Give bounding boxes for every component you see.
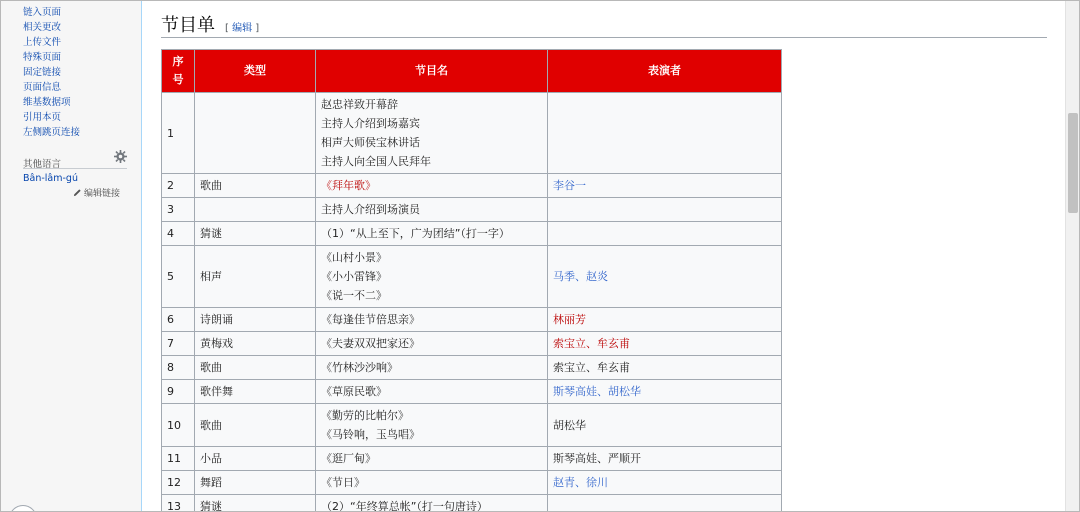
cell-type: 猜谜 (195, 222, 316, 246)
scrollbar-thumb[interactable] (1068, 113, 1078, 213)
cell-no: 7 (162, 332, 195, 356)
header-program: 节目名 (316, 50, 548, 93)
pencil-icon (73, 188, 82, 197)
performer-link: 胡松华 (553, 418, 586, 432)
program-name: （1）“从上至下，广为团结”（打一字） (321, 227, 510, 240)
header-no: 序号 (162, 50, 195, 93)
sidebar-tool-link[interactable]: 页面信息 (23, 82, 62, 93)
table-row (162, 404, 782, 447)
other-languages-header (23, 152, 127, 169)
cell-program (316, 356, 548, 380)
cell-program (316, 332, 548, 356)
cell-no: 6 (162, 308, 195, 332)
edit-section-link[interactable]: 编辑 (232, 23, 253, 34)
sidebar-tool-link[interactable]: 引用本页 (23, 112, 62, 123)
program-table (161, 49, 782, 512)
cell-performers (548, 356, 782, 380)
sidebar-tool-link[interactable]: 特殊页面 (23, 52, 62, 63)
program-name: 相声大师侯宝林讲话 (321, 136, 420, 149)
cell-type: 舞蹈 (195, 471, 316, 495)
performer-link[interactable]: 赵青、徐川 (553, 476, 608, 489)
program-name: 《草原民歌》 (321, 385, 387, 398)
performer-link[interactable]: 马季、赵炎 (553, 270, 608, 283)
vertical-scrollbar[interactable] (1065, 1, 1079, 512)
performer-link[interactable]: 斯琴高娃、胡松华 (553, 385, 641, 398)
section-title: 节目单 (161, 15, 215, 36)
edit-links-button[interactable] (73, 186, 120, 199)
cell-type: 相声 (195, 246, 316, 308)
cell-type: 小品 (195, 447, 316, 471)
main-content (141, 1, 1067, 512)
program-name: 主持人向全国人民拜年 (321, 155, 431, 168)
header-performers: 表演者 (548, 50, 782, 93)
performer-link: 斯琴高娃、严顺开 (553, 452, 641, 465)
other-languages-title: 其他语言 (23, 159, 62, 170)
table-row (162, 246, 782, 308)
program-name: 《节日》 (321, 476, 365, 489)
performer-link[interactable]: 林丽芳 (553, 313, 586, 326)
program-name: 主持人介绍到场嘉宾 (321, 117, 420, 130)
cell-performers (548, 198, 782, 222)
cell-type (195, 93, 316, 174)
program-name: （2）“年终算总帐”（打一句唐诗） (321, 500, 488, 512)
cell-no: 10 (162, 404, 195, 447)
table-row (162, 198, 782, 222)
sidebar (1, 1, 141, 512)
cell-performers (548, 308, 782, 332)
table-row (162, 93, 782, 174)
cell-performers (548, 222, 782, 246)
program-name: 《马铃响，玉鸟唱》 (321, 428, 420, 441)
cell-program (316, 471, 548, 495)
sidebar-tool-link[interactable]: 固定链接 (23, 67, 62, 78)
cell-performers (548, 404, 782, 447)
sidebar-tool-link[interactable]: 左侧跳页连接 (23, 127, 81, 138)
table-row (162, 308, 782, 332)
program-name: 《说一不二》 (321, 289, 387, 302)
cell-type: 歌曲 (195, 174, 316, 198)
program-name: 《小小雷锋》 (321, 270, 387, 283)
table-row (162, 356, 782, 380)
cell-performers (548, 332, 782, 356)
cell-performers (548, 495, 782, 512)
globe-icon[interactable] (9, 505, 37, 512)
cell-program (316, 198, 548, 222)
performer-link[interactable]: 李谷一 (553, 179, 586, 192)
table-header-row (162, 50, 782, 93)
cell-performers (548, 380, 782, 404)
sidebar-tools-list (23, 5, 80, 140)
table-row (162, 495, 782, 512)
cell-no: 12 (162, 471, 195, 495)
edit-links-label: 编辑链接 (84, 189, 121, 199)
table-row (162, 447, 782, 471)
cell-program (316, 404, 548, 447)
program-name: 《勤劳的比帕尔》 (321, 409, 409, 422)
cell-no: 4 (162, 222, 195, 246)
cell-program (316, 93, 548, 174)
gear-icon[interactable] (114, 150, 127, 163)
cell-performers (548, 246, 782, 308)
program-name: 《竹林沙沙响》 (321, 361, 398, 374)
sidebar-tool-link[interactable]: 相关更改 (23, 22, 62, 33)
cell-program (316, 222, 548, 246)
cell-performers (548, 174, 782, 198)
cell-program (316, 246, 548, 308)
cell-no: 13 (162, 495, 195, 512)
cell-type: 歌曲 (195, 404, 316, 447)
table-row (162, 471, 782, 495)
table-row (162, 174, 782, 198)
sidebar-tool-link[interactable]: 上传文件 (23, 37, 62, 48)
cell-performers (548, 93, 782, 174)
performer-link: 索宝立、牟玄甫 (553, 361, 630, 374)
cell-no: 11 (162, 447, 195, 471)
performer-link[interactable]: 索宝立、牟玄甫 (553, 337, 630, 350)
cell-no: 5 (162, 246, 195, 308)
cell-type: 猜谜 (195, 495, 316, 512)
header-type: 类型 (195, 50, 316, 93)
cell-type (195, 198, 316, 222)
cell-program (316, 174, 548, 198)
cell-no: 8 (162, 356, 195, 380)
cell-type: 诗朗诵 (195, 308, 316, 332)
program-name: 《山村小景》 (321, 251, 387, 264)
cell-type: 歌曲 (195, 356, 316, 380)
table-row (162, 380, 782, 404)
section-edit: [ 编辑 ] (225, 23, 260, 34)
cell-program (316, 380, 548, 404)
section-heading (161, 11, 1047, 38)
cell-no: 2 (162, 174, 195, 198)
cell-program (316, 495, 548, 512)
sidebar-tool-link[interactable]: 链入页面 (23, 7, 62, 18)
cell-performers (548, 447, 782, 471)
cell-program (316, 308, 548, 332)
cell-program (316, 447, 548, 471)
cell-no: 1 (162, 93, 195, 174)
program-name: 主持人介绍到场演员 (321, 203, 420, 216)
cell-no: 9 (162, 380, 195, 404)
program-link[interactable]: 《拜年歌》 (321, 179, 376, 192)
table-row (162, 222, 782, 246)
cell-performers (548, 471, 782, 495)
program-name: 《每逢佳节倍思亲》 (321, 313, 420, 326)
language-link-minnan[interactable]: Bân-lâm-gú (23, 173, 78, 184)
cell-no: 3 (162, 198, 195, 222)
cell-type: 黄梅戏 (195, 332, 316, 356)
cell-type: 歌伴舞 (195, 380, 316, 404)
program-name: 《逛厂甸》 (321, 452, 376, 465)
table-row (162, 332, 782, 356)
program-name: 《夫妻双双把家还》 (321, 337, 420, 350)
program-name: 赵忠祥致开幕辞 (321, 98, 398, 111)
sidebar-tool-link[interactable]: 维基数据项 (23, 97, 71, 108)
